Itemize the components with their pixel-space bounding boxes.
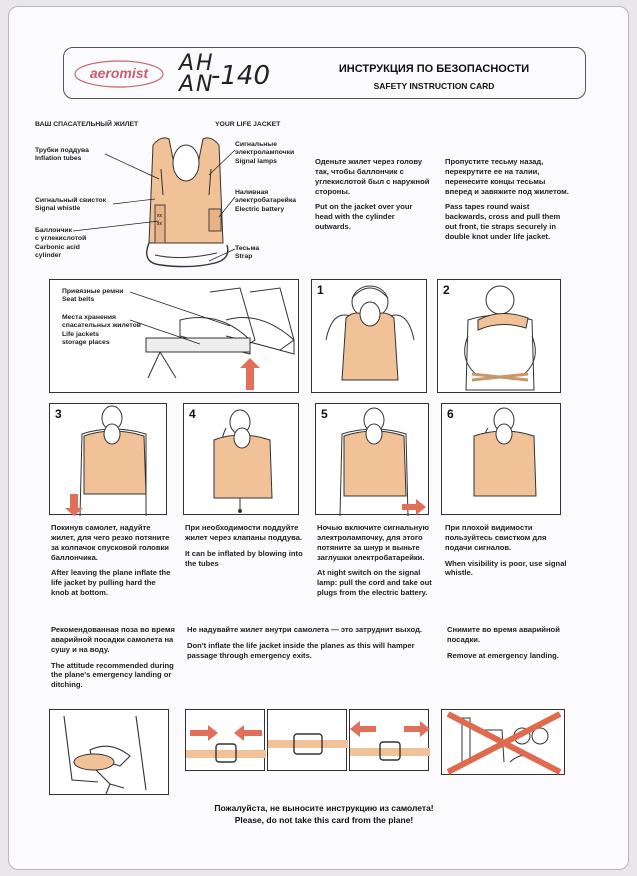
label-whistle-ru: Сигнальный свисток bbox=[35, 197, 106, 204]
label-cyl-ru1: Баллончик bbox=[35, 227, 72, 234]
step-4-text bbox=[185, 523, 307, 574]
put-on-text bbox=[315, 157, 431, 238]
step-5-number: 5 bbox=[321, 407, 328, 421]
svg-text:xx: xx bbox=[157, 221, 162, 227]
step-6-text bbox=[445, 523, 567, 584]
label-storage-ru1: Места хранения bbox=[62, 314, 116, 321]
label-lamp-en: Signal lamps bbox=[235, 157, 277, 165]
label-cyl-ru2: с углекислотой bbox=[35, 235, 87, 243]
no-inflate-text bbox=[187, 625, 427, 667]
step-4-ru: При необходимости поддуйте жилет через клапаны поддува. bbox=[185, 523, 303, 542]
brace-position-panel bbox=[49, 709, 169, 795]
put-on-en: Put on the jacket over your head with the cylinder outwards. bbox=[315, 202, 413, 232]
straps-en: Pass tapes round waist backwards, cross and pull them out front, tie straps securely in double knot under life jacket. bbox=[445, 202, 561, 242]
svg-text:xx: xx bbox=[157, 213, 162, 219]
logo-text: aeromist bbox=[89, 65, 149, 81]
label-lamp-ru2: электролампочки bbox=[235, 149, 295, 157]
step-5-panel bbox=[315, 403, 429, 515]
step-6-ru: При плохой видимости пользуйтесь свистком для подачи сигналов. bbox=[445, 523, 547, 552]
step-2-panel bbox=[437, 279, 561, 393]
brace-text bbox=[51, 625, 181, 696]
label-tubes-ru: Трубки поддува bbox=[35, 147, 89, 154]
remove-items-panel bbox=[441, 709, 565, 775]
label-storage-en1: Life jackets bbox=[62, 330, 100, 338]
label-whistle-en: Signal whistle bbox=[35, 205, 81, 213]
no-inflate-ru: Не надувайте жилет внутри самолета — это затруднит выход. bbox=[187, 625, 423, 634]
step-6-number: 6 bbox=[447, 407, 454, 421]
step-2-number: 2 bbox=[443, 283, 450, 297]
step-4-number: 4 bbox=[189, 407, 196, 421]
brace-ru: Рекомендованная поза во время аварийной посадки самолета на сушу и на воду. bbox=[51, 625, 175, 654]
title-en: SAFETY INSTRUCTION CARD bbox=[373, 81, 495, 91]
remove-text bbox=[447, 625, 565, 667]
step-3-number: 3 bbox=[55, 407, 62, 421]
label-storage bbox=[62, 314, 141, 347]
no-inflate-en: Don't inflate the life jacket inside the planes as this will hamper passage through emergency exits. bbox=[187, 640, 415, 660]
step-6-en: When visibility is poor, use signal whistle. bbox=[445, 558, 567, 578]
remove-ru: Снимите во время аварийной посадки. bbox=[447, 625, 560, 644]
step-6-panel bbox=[441, 403, 561, 515]
straps-text bbox=[445, 157, 569, 248]
label-battery-ru2: электробатарейка bbox=[235, 197, 297, 205]
step-4-en: It can be inflated by blowing into the tubes bbox=[185, 548, 303, 568]
no-inflate-panel-b bbox=[267, 709, 347, 771]
label-lamp-ru1: Сигнальные bbox=[235, 141, 277, 148]
no-inflate-panel-a bbox=[185, 709, 265, 771]
brace-en: The attitude recommended during the plane's emergency landing or ditching. bbox=[51, 660, 174, 690]
jacket-heading-en: YOUR LIFE JACKET bbox=[215, 121, 281, 128]
step-3-panel bbox=[49, 403, 167, 515]
step-3-text bbox=[51, 523, 175, 604]
step-4-panel bbox=[183, 403, 299, 515]
step-3-en: After leaving the plane inflate the life jacket by pulling hard the knob at bottom. bbox=[51, 568, 171, 598]
label-storage-en2: storage places bbox=[62, 338, 110, 346]
label-cyl-en1: Carbonic acid bbox=[35, 243, 80, 251]
label-battery-en: Electric battery bbox=[235, 205, 285, 213]
label-belts-ru: Привязные ремни bbox=[62, 288, 124, 295]
footer-en: Please, do not take this card from the plane! bbox=[234, 815, 414, 825]
step-3-ru: Покинув самолет, надуйте жилет, для чего резко потяните за колпачок спусковой головки баллончика. bbox=[51, 523, 170, 562]
put-on-ru: Оденьте жилет через голову так, чтобы баллончик с углекислотой был с наружной стороны. bbox=[315, 157, 430, 196]
seat-storage-panel bbox=[49, 279, 299, 393]
step-5-text bbox=[317, 523, 441, 604]
step-1-panel bbox=[311, 279, 427, 393]
jacket-heading-ru: ВАШ СПАСАТЕЛЬНЫЙ ЖИЛЕТ bbox=[35, 121, 139, 128]
safety-card bbox=[8, 6, 629, 870]
label-tubes-en: Inflation tubes bbox=[35, 155, 82, 163]
straps-ru: Пропустите тесьму назад, перекрутите ее на талии, перенесите концы тесьмы вперед и завяжите под жилетом. bbox=[445, 157, 569, 196]
label-battery-ru1: Наливная bbox=[235, 189, 269, 196]
title-ru: ИНСТРУКЦИЯ ПО БЕЗОПАСНОСТИ bbox=[338, 63, 530, 75]
label-cyl-en2: cylinder bbox=[35, 251, 62, 259]
model-ru: АН bbox=[179, 51, 215, 76]
label-storage-ru2: спасательных жилетов bbox=[62, 322, 141, 330]
label-strap-en: Strap bbox=[235, 253, 253, 261]
model-number: -140 bbox=[211, 61, 271, 91]
label-belts-en: Seat belts bbox=[62, 296, 95, 304]
no-inflate-panel-c bbox=[349, 709, 429, 771]
footer-ru: Пожалуйста, не выносите инструкцию из самолета! bbox=[214, 803, 434, 813]
step-5-en: At night switch on the signal lamp: pull the cord and take out plugs from the electric battery. bbox=[317, 568, 432, 598]
remove-en: Remove at emergency landing. bbox=[447, 650, 559, 660]
step-5-ru: Ночью включите сигнальную электролампочку, для этого потяните за шнур и выньте заглушки электробатарейки. bbox=[317, 523, 429, 562]
label-seat-belts bbox=[62, 288, 123, 305]
model-en: AN bbox=[179, 72, 215, 97]
label-strap-ru: Тесьма bbox=[235, 245, 260, 252]
step-1-number: 1 bbox=[317, 283, 324, 297]
